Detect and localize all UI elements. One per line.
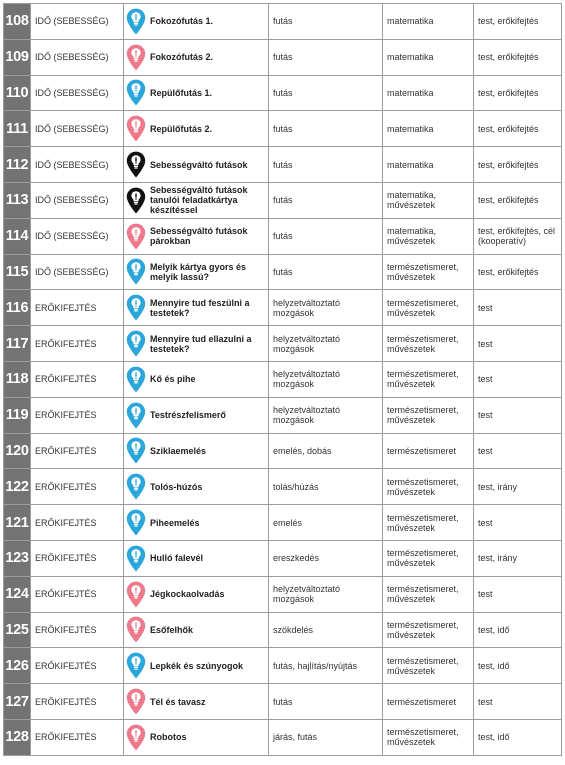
activity-name: Testrészfelismerő [150, 410, 226, 421]
development-cell: test [474, 361, 562, 397]
bulb-icon [126, 258, 146, 285]
activity-table-container [3, 3, 561, 756]
movement-cell: futás [269, 4, 383, 40]
bulb-icon [126, 652, 146, 679]
activity-name: Sziklaemelés [150, 445, 207, 456]
activity-cell [124, 4, 269, 40]
activity-cell [124, 39, 269, 75]
activity-cell [124, 254, 269, 290]
row-number: 113 [4, 182, 31, 218]
topic-cell: IDŐ (SEBESSÉG) [31, 111, 124, 147]
topic-cell: ERŐKIFEJTÉS [31, 469, 124, 505]
movement-cell: ereszkedés [269, 540, 383, 576]
row-number: 121 [4, 505, 31, 541]
row-number: 119 [4, 397, 31, 433]
development-cell: test [474, 505, 562, 541]
subject-cell: természetismeret, művészetek [383, 719, 474, 755]
table-row [4, 612, 562, 648]
activity-cell [124, 576, 269, 612]
activity-table [3, 3, 562, 756]
activity-cell [124, 290, 269, 326]
activity-name: Sebességváltó futások [150, 159, 248, 170]
topic-cell: ERŐKIFEJTÉS [31, 397, 124, 433]
activity-table-body [4, 4, 562, 756]
development-cell: test, irány [474, 469, 562, 505]
bulb-icon [126, 79, 146, 106]
row-number: 117 [4, 326, 31, 362]
subject-cell: természetismeret, művészetek [383, 397, 474, 433]
bulb-icon [126, 366, 146, 393]
bulb-icon [126, 187, 146, 214]
activity-name: Repülőfutás 2. [150, 123, 213, 134]
activity-name: Tél és tavasz [150, 696, 206, 707]
row-number: 128 [4, 719, 31, 755]
activity-name: Piheemelés [150, 517, 200, 528]
activity-name: Tolós-húzós [150, 481, 203, 492]
activity-cell [124, 612, 269, 648]
activity-cell [124, 540, 269, 576]
movement-cell: helyzetváltoztató mozgások [269, 326, 383, 362]
subject-cell: matematika, művészetek [383, 182, 474, 218]
topic-cell: ERŐKIFEJTÉS [31, 684, 124, 720]
table-row [4, 4, 562, 40]
development-cell: test, erőkifejtés [474, 75, 562, 111]
movement-cell: emelés, dobás [269, 433, 383, 469]
subject-cell: természetismeret, művészetek [383, 505, 474, 541]
activity-name: Fokozófutás 2. [150, 52, 214, 63]
topic-cell: IDŐ (SEBESSÉG) [31, 4, 124, 40]
movement-cell: helyzetváltoztató mozgások [269, 576, 383, 612]
subject-cell: természetismeret, művészetek [383, 540, 474, 576]
table-row [4, 540, 562, 576]
subject-cell: matematika [383, 147, 474, 183]
topic-cell: ERŐKIFEJTÉS [31, 505, 124, 541]
activity-name: Kő és pihe [150, 374, 196, 385]
topic-cell: ERŐKIFEJTÉS [31, 540, 124, 576]
development-cell: test, idő [474, 648, 562, 684]
activity-name: Hulló falevél [150, 553, 204, 564]
topic-cell: ERŐKIFEJTÉS [31, 719, 124, 755]
subject-cell: matematika [383, 75, 474, 111]
topic-cell: IDŐ (SEBESSÉG) [31, 75, 124, 111]
table-row [4, 254, 562, 290]
movement-cell: helyzetváltoztató mozgások [269, 290, 383, 326]
subject-cell: matematika [383, 39, 474, 75]
movement-cell: futás [269, 75, 383, 111]
activity-cell [124, 218, 269, 254]
activity-cell [124, 648, 269, 684]
subject-cell: természetismeret, művészetek [383, 254, 474, 290]
activity-cell [124, 182, 269, 218]
table-row [4, 397, 562, 433]
row-number: 122 [4, 469, 31, 505]
row-number: 109 [4, 39, 31, 75]
movement-cell: futás [269, 39, 383, 75]
activity-name: Lepkék és szúnyogok [150, 660, 244, 671]
development-cell: test, erőkifejtés [474, 182, 562, 218]
activity-cell [124, 719, 269, 755]
activity-cell [124, 111, 269, 147]
row-number: 111 [4, 111, 31, 147]
bulb-icon [126, 44, 146, 71]
activity-cell [124, 75, 269, 111]
activity-name: Mennyire tud ellazulni a testetek? [150, 333, 252, 354]
activity-cell [124, 397, 269, 433]
movement-cell: emelés [269, 505, 383, 541]
topic-cell: IDŐ (SEBESSÉG) [31, 254, 124, 290]
movement-cell: helyzetváltoztató mozgások [269, 361, 383, 397]
row-number: 114 [4, 218, 31, 254]
row-number: 123 [4, 540, 31, 576]
bulb-icon [126, 8, 146, 35]
activity-cell [124, 505, 269, 541]
topic-cell: ERŐKIFEJTÉS [31, 576, 124, 612]
movement-cell: futás [269, 182, 383, 218]
movement-cell: helyzetváltoztató mozgások [269, 397, 383, 433]
table-row [4, 719, 562, 755]
development-cell: test, erőkifejtés [474, 39, 562, 75]
development-cell: test [474, 397, 562, 433]
subject-cell: természetismeret, művészetek [383, 648, 474, 684]
bulb-icon [126, 402, 146, 429]
subject-cell: természetismeret [383, 433, 474, 469]
row-number: 116 [4, 290, 31, 326]
topic-cell: ERŐKIFEJTÉS [31, 290, 124, 326]
activity-cell [124, 684, 269, 720]
activity-name: Esőfelhők [150, 624, 194, 635]
table-row [4, 182, 562, 218]
movement-cell: futás [269, 254, 383, 290]
development-cell: test, irány [474, 540, 562, 576]
bulb-icon [126, 151, 146, 178]
bulb-icon [126, 545, 146, 572]
subject-cell: természetismeret [383, 684, 474, 720]
development-cell: test [474, 326, 562, 362]
subject-cell: természetismeret, művészetek [383, 290, 474, 326]
row-number: 126 [4, 648, 31, 684]
bulb-icon [126, 115, 146, 142]
table-row [4, 505, 562, 541]
row-number: 125 [4, 612, 31, 648]
development-cell: test, erőkifejtés [474, 254, 562, 290]
activity-cell [124, 361, 269, 397]
activity-cell [124, 147, 269, 183]
subject-cell: természetismeret, művészetek [383, 612, 474, 648]
subject-cell: matematika [383, 111, 474, 147]
movement-cell: járás, futás [269, 719, 383, 755]
movement-cell: futás [269, 111, 383, 147]
table-row [4, 147, 562, 183]
topic-cell: ERŐKIFEJTÉS [31, 648, 124, 684]
table-row [4, 326, 562, 362]
topic-cell: IDŐ (SEBESSÉG) [31, 147, 124, 183]
topic-cell: ERŐKIFEJTÉS [31, 326, 124, 362]
bulb-icon [126, 581, 146, 608]
activity-cell [124, 469, 269, 505]
activity-name: Sebességváltó futások párokban [150, 226, 248, 247]
activity-name: Fokozófutás 1. [150, 16, 214, 27]
table-row [4, 361, 562, 397]
row-number: 118 [4, 361, 31, 397]
movement-cell: futás [269, 218, 383, 254]
bulb-icon [126, 509, 146, 536]
subject-cell: matematika, művészetek [383, 218, 474, 254]
development-cell: test, idő [474, 612, 562, 648]
row-number: 120 [4, 433, 31, 469]
table-row [4, 433, 562, 469]
subject-cell: matematika [383, 4, 474, 40]
movement-cell: tolás/húzás [269, 469, 383, 505]
development-cell: test, erőkifejtés [474, 147, 562, 183]
activity-name: Sebességváltó futások tanulói feladatkártya készítéssel [150, 185, 248, 216]
table-row [4, 39, 562, 75]
activity-cell [124, 433, 269, 469]
movement-cell: futás [269, 147, 383, 183]
development-cell: test, erőkifejtés [474, 111, 562, 147]
activity-name: Repülőfutás 1. [150, 87, 213, 98]
activity-name: Mennyire tud feszülni a testetek? [150, 297, 250, 318]
bulb-icon [126, 724, 146, 751]
bulb-icon [126, 294, 146, 321]
bulb-icon [126, 330, 146, 357]
table-row [4, 111, 562, 147]
development-cell: test [474, 433, 562, 469]
row-number: 108 [4, 4, 31, 40]
development-cell: test [474, 684, 562, 720]
movement-cell: futás, hajlítás/nyújtás [269, 648, 383, 684]
topic-cell: ERŐKIFEJTÉS [31, 433, 124, 469]
table-row [4, 684, 562, 720]
topic-cell: IDŐ (SEBESSÉG) [31, 218, 124, 254]
development-cell: test, idő [474, 719, 562, 755]
development-cell: test, erőkifejtés [474, 4, 562, 40]
bulb-icon [126, 223, 146, 250]
row-number: 124 [4, 576, 31, 612]
row-number: 110 [4, 75, 31, 111]
bulb-icon [126, 473, 146, 500]
table-row [4, 576, 562, 612]
subject-cell: természetismeret, művészetek [383, 326, 474, 362]
development-cell: test [474, 576, 562, 612]
activity-name: Robotos [150, 732, 187, 743]
table-row [4, 469, 562, 505]
bulb-icon [126, 616, 146, 643]
table-row [4, 290, 562, 326]
subject-cell: természetismeret, művészetek [383, 469, 474, 505]
table-row [4, 648, 562, 684]
activity-cell [124, 326, 269, 362]
bulb-icon [126, 437, 146, 464]
table-row [4, 218, 562, 254]
topic-cell: IDŐ (SEBESSÉG) [31, 182, 124, 218]
row-number: 127 [4, 684, 31, 720]
row-number: 112 [4, 147, 31, 183]
activity-name: Jégkockaolvadás [150, 589, 225, 600]
subject-cell: természetismeret, művészetek [383, 576, 474, 612]
movement-cell: futás [269, 684, 383, 720]
topic-cell: ERŐKIFEJTÉS [31, 612, 124, 648]
table-row [4, 75, 562, 111]
development-cell: test, erőkifejtés, cél (kooperatív) [474, 218, 562, 254]
bulb-icon [126, 688, 146, 715]
activity-name: Melyik kártya gyors és melyik lassú? [150, 261, 247, 282]
movement-cell: szökdelés [269, 612, 383, 648]
topic-cell: ERŐKIFEJTÉS [31, 361, 124, 397]
development-cell: test [474, 290, 562, 326]
topic-cell: IDŐ (SEBESSÉG) [31, 39, 124, 75]
row-number: 115 [4, 254, 31, 290]
subject-cell: természetismeret, művészetek [383, 361, 474, 397]
